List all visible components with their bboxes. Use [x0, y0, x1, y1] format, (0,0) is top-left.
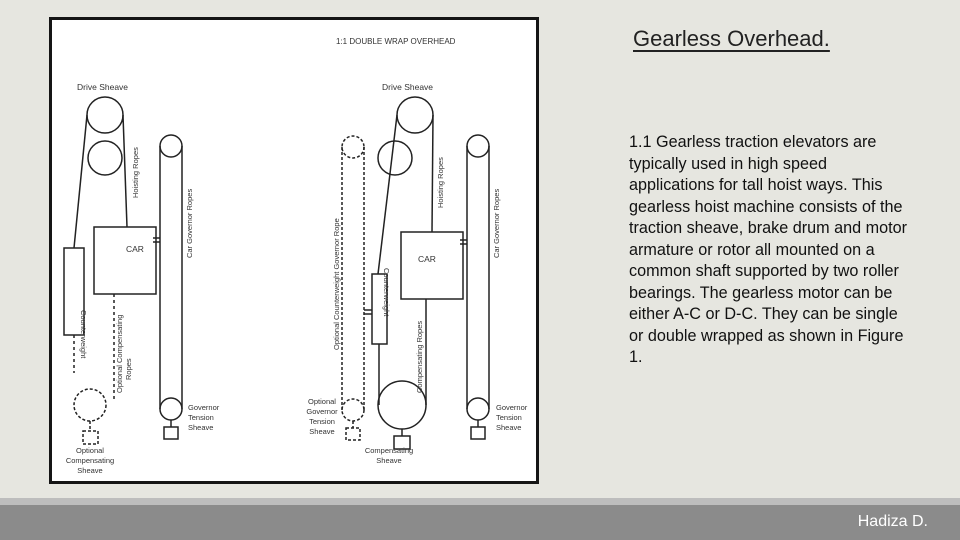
left-governor-tension-sheave-icon [160, 398, 182, 420]
right-compensating-ropes-label: Compensating Ropes [415, 320, 424, 393]
left-drive-sheave-icon [87, 97, 123, 175]
left-drive-sheave-label: Drive Sheave [77, 82, 129, 92]
right-governor-top-sheave-icon [467, 135, 489, 157]
left-car-label: CAR [126, 244, 144, 254]
right-optional-tension-label-3: Tension [309, 417, 335, 426]
right-optional-tension-label-4: Sheave [309, 427, 335, 436]
right-compensating-sheave-label-1: Compensating [364, 446, 414, 455]
elevator-diagram [52, 20, 536, 481]
footer-bar [0, 498, 960, 540]
right-optional-governor-sheave-icon [342, 136, 364, 158]
right-optional-governor-rope-label: Optional Counterweight Governor Rope [332, 218, 341, 350]
right-counterweight-label: Counterweight [382, 268, 391, 317]
right-governor-label-3: Sheave [496, 423, 522, 432]
right-hoisting-ropes-label: Hoisting Ropes [436, 157, 445, 208]
right-governor-label-1: Governor [496, 403, 528, 412]
right-governor-tension-sheave-icon [467, 398, 489, 420]
right-optional-tension-label-2: Governor [306, 407, 338, 416]
left-car-governor-ropes-label: Car Governor Ropes [185, 188, 194, 258]
right-drive-sheave-label: Drive Sheave [382, 82, 434, 92]
left-compensating-ropes-label-1: Optional Compensating [115, 314, 124, 393]
left-compensating-sheave-icon [74, 389, 106, 421]
left-counterweight-label: Counterweight [79, 310, 88, 359]
left-compensating-sheave-label-3: Sheave [77, 466, 103, 475]
left-governor-top-sheave-icon [160, 135, 182, 157]
elevator-diagram-figure [49, 17, 539, 484]
right-car-governor-ropes-label: Car Governor Ropes [492, 188, 501, 258]
left-governor-label-2: Tension [188, 413, 214, 422]
left-compensating-sheave-label-1: Optional [76, 446, 104, 455]
slide-title: Gearless Overhead. [633, 26, 830, 51]
diagram-heading: 1:1 DOUBLE WRAP OVERHEAD [336, 37, 456, 46]
author-name: Hadiza D. [857, 513, 928, 530]
right-optional-tension-label-1: Optional [308, 397, 336, 406]
right-car-label: CAR [418, 254, 436, 264]
slide-body-text: 1.1 Gearless traction elevators are typically used in high speed applications for tall hoist ways. This gearless hoist machine consists of the traction sheave, brake drum and motor armature or rotor all mounted on a common shaft supported by two roller bearings. The gearless motor can be either A-C or D-C. They can be single or double wrapped as shown in Figure 1. [629, 133, 908, 366]
left-governor-label-1: Governor [188, 403, 220, 412]
right-governor-label-2: Tension [496, 413, 522, 422]
right-drive-sheave-icon [378, 97, 433, 175]
left-compensating-ropes-label-2: Ropes [124, 358, 133, 380]
right-optional-tension-sheave-icon [342, 399, 364, 421]
left-governor-label-3: Sheave [188, 423, 214, 432]
right-compensating-sheave-label-2: Sheave [376, 456, 402, 465]
left-car-box [94, 227, 156, 294]
left-compensating-sheave-label-2: Compensating [65, 456, 115, 465]
left-hoisting-ropes-label: Hoisting Ropes [131, 147, 140, 198]
right-car-box [401, 232, 463, 299]
